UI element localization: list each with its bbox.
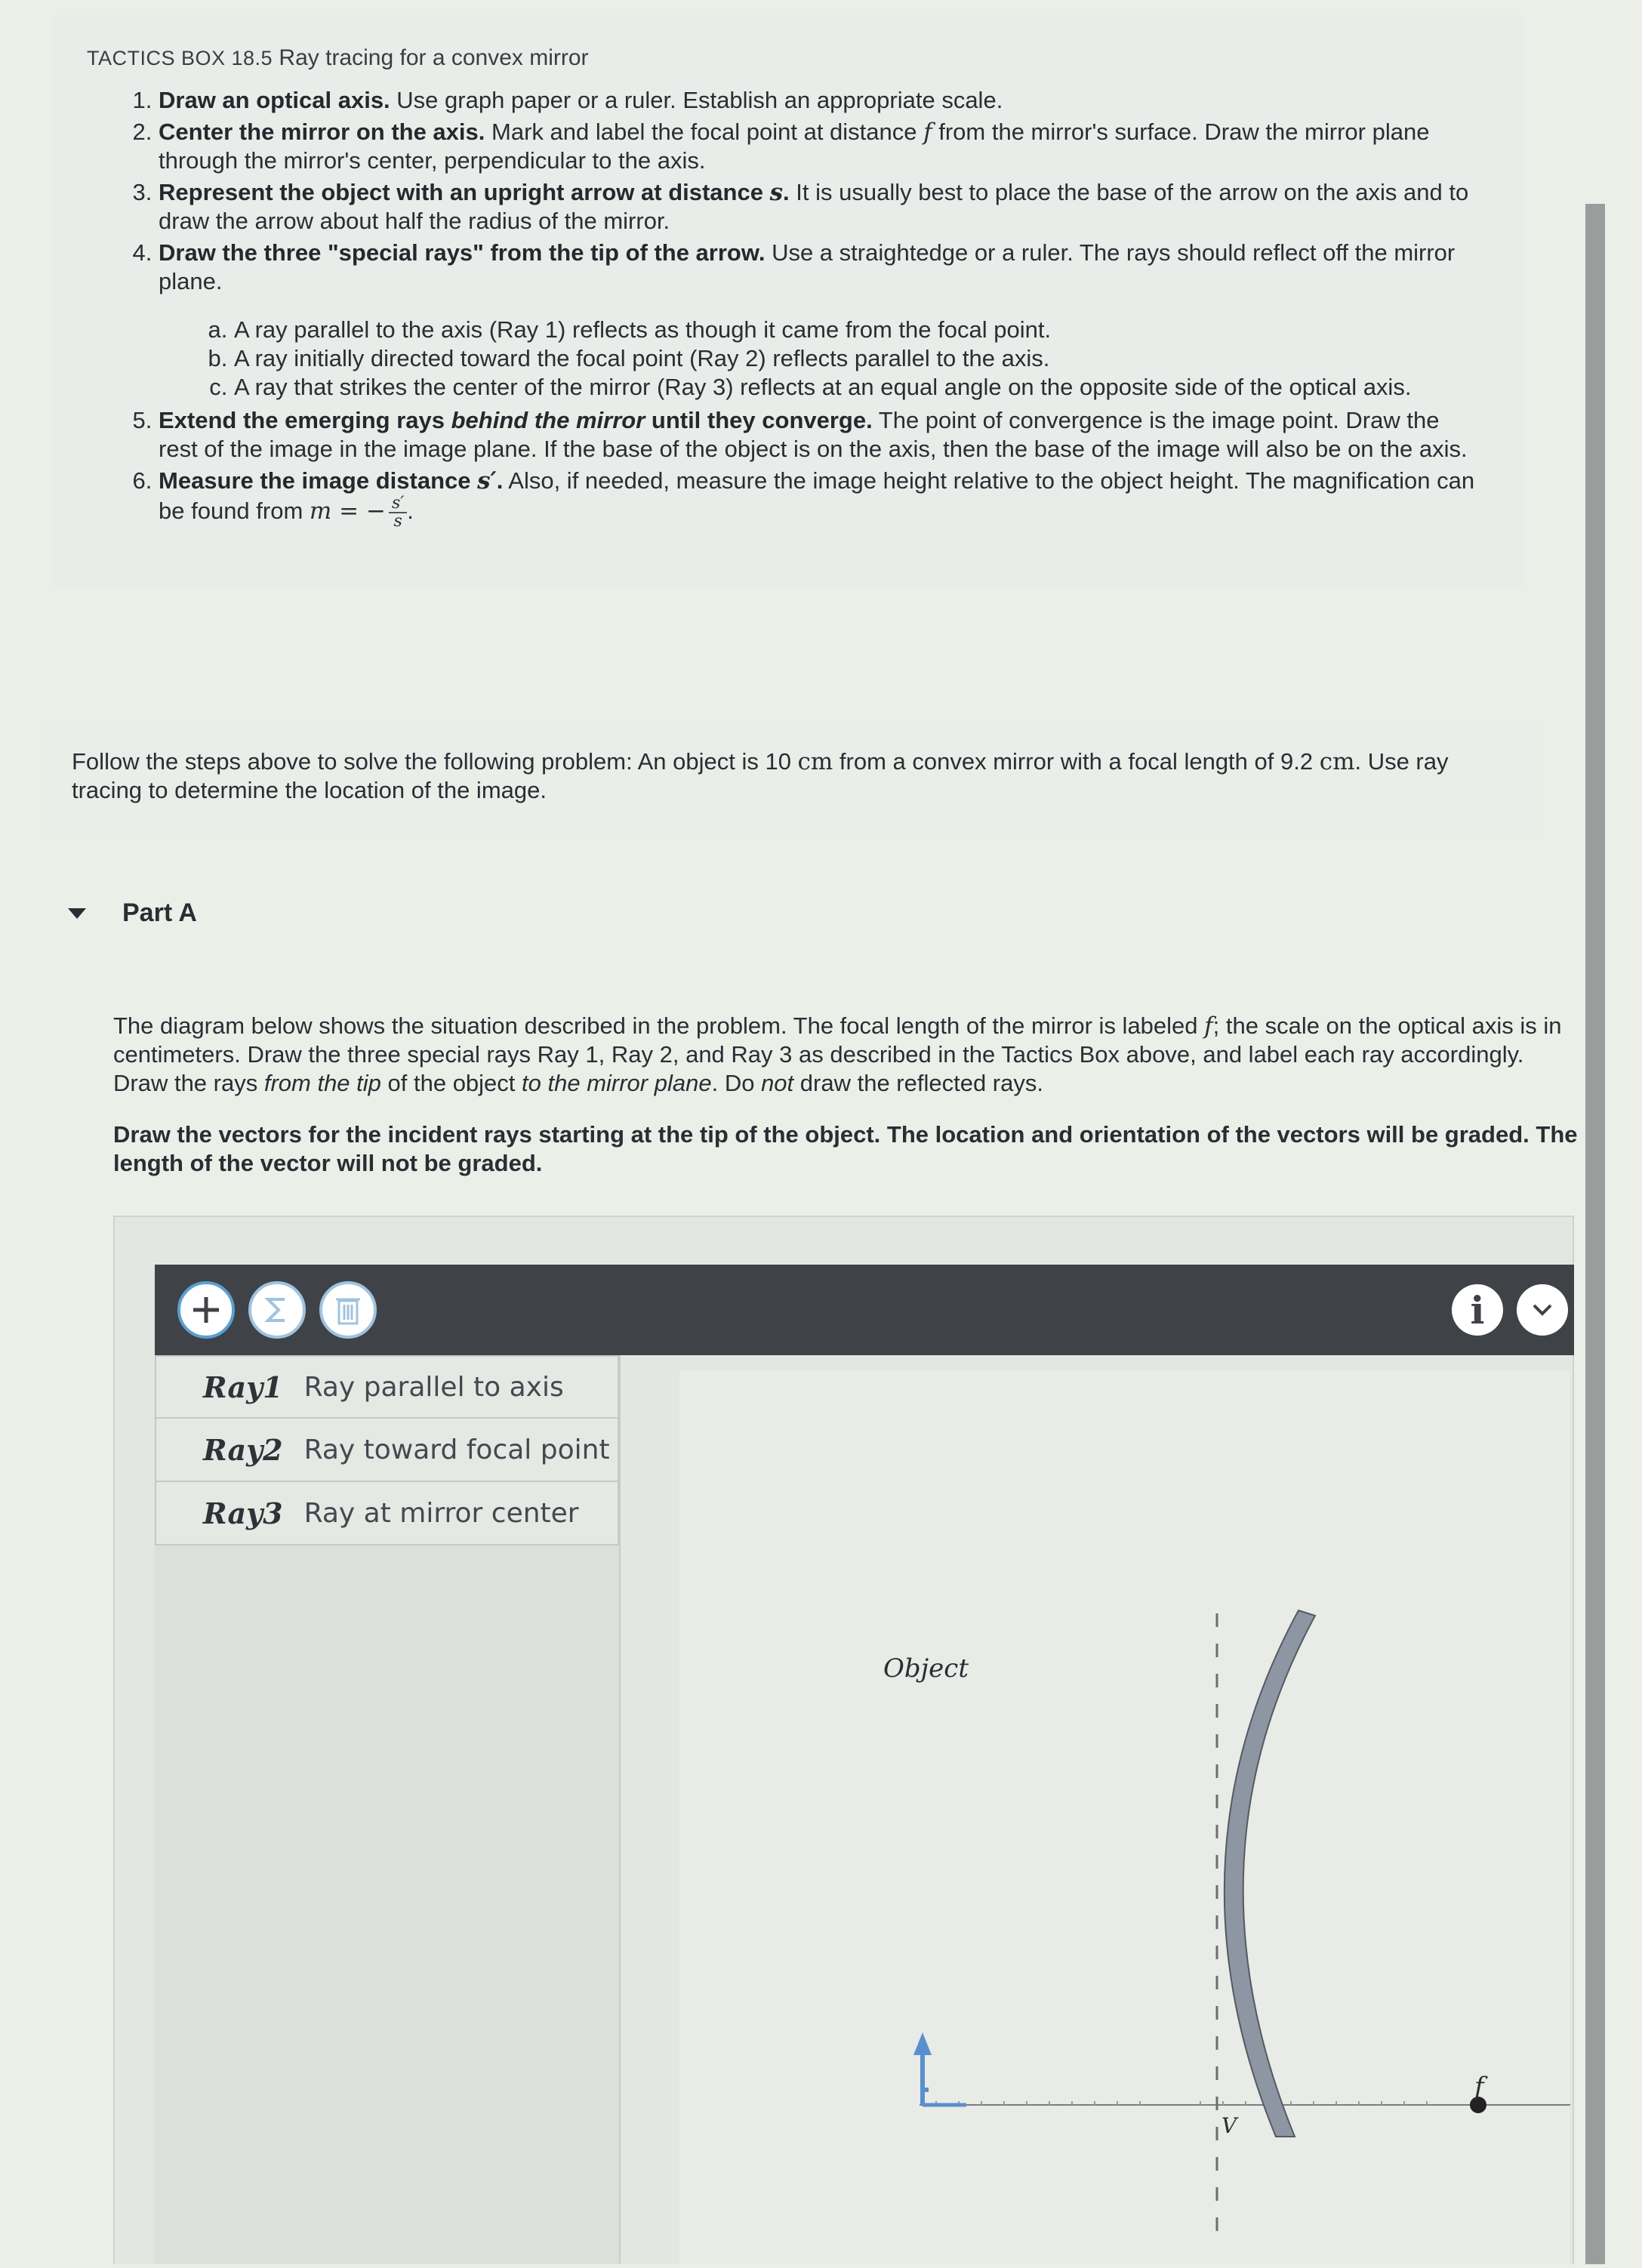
part-a-instructions [113, 1012, 1578, 1200]
vector-name: Ray2 [203, 1432, 283, 1467]
vector-description: Ray parallel to axis [303, 1371, 564, 1403]
vector-description: Ray at mirror center [303, 1497, 579, 1529]
object-label: Object [883, 1653, 969, 1684]
step-4: 4. Draw the three "special rays" from the tip of the arrow. Use a straightedge or a ruler. The rays should reflect off the mirror plane. a. A ray parallel to the axis (Ray 1) reflects as though it came from the focal point. b. A ray initially directed toward the focal point (Ray 2) reflects parallel to the axis. c. A ray that strikes the center of the mirror (Ray 3) reflects at an equal angle on the opposite side of the optical axis. [159, 239, 1480, 402]
substep-b: b. A ray initially directed toward the focal point (Ray 2) reflects parallel to the axis. [234, 344, 1480, 373]
focal-label: f [1474, 2072, 1484, 2102]
mirror-diagram[interactable] [679, 1370, 1570, 2264]
tactics-title-text: Ray tracing for a convex mirror [279, 45, 589, 70]
instruction-paragraph: The diagram below shows the situation described in the problem. The focal length of the mirror is labeled f; the scale on the optical axis is in centimeters. Draw the three special rays Ray 1, Ray 2, and Ray 3 as described in the Tactics Box above, and label each ray accordingly. Draw the rays from the tip of the object to the mirror plane. Do not draw the reflected rays. [113, 1012, 1562, 1096]
object-arrow [913, 2032, 966, 2105]
toolbar [155, 1265, 1574, 1355]
magnification-formula: m = − [309, 498, 386, 525]
vector-ray1[interactable] [155, 1355, 619, 1419]
convex-mirror [1225, 1610, 1315, 2137]
tactics-box [53, 15, 1525, 586]
problem-statement: Follow the steps above to solve the following problem: An object is 10 cm from a convex mirror with a focal length of 9.2 cm. Use ray tracing to determine the location of the image. [42, 725, 1544, 838]
substep-c: c. A ray that strikes the center of the mirror (Ray 3) reflects at an equal angle on the opposite side of the optical axis. [234, 373, 1480, 402]
vector-description: Ray toward focal point [303, 1434, 610, 1465]
tactics-box-tag: TACTICS BOX 18.5 [87, 47, 273, 69]
vector-name: Ray3 [203, 1496, 283, 1530]
step-2: 2. Center the mirror on the axis. Mark and label the focal point at distance f from the mirror's surface. Draw the mirror plane through the mirror's center, perpendicular to the axis. [159, 118, 1480, 175]
step-5: 5. Extend the emerging rays behind the mirror until they converge. The point of convergence is the image point. Draw the rest of the image in the image plane. If the base of the object is on the axis, then the base of the image will also be on the axis. [159, 406, 1480, 464]
part-a-label: Part A [122, 898, 197, 927]
drawing-canvas[interactable] [679, 1370, 1570, 2264]
caret-down-icon[interactable] [68, 908, 86, 919]
info-icon[interactable]: i [1452, 1284, 1503, 1336]
chevron-down-icon[interactable] [1517, 1284, 1568, 1336]
step-6: 6. Measure the image distance s′. Also, if needed, measure the image height relative to the object height. The magnification can be found from m = − $\frac{s'}{s}$ . [159, 467, 1480, 530]
vertex-label: V [1221, 2113, 1237, 2138]
sigma-icon[interactable] [248, 1281, 306, 1339]
tactics-title [87, 45, 1480, 71]
substeps-list [159, 316, 1480, 402]
vector-panel [155, 1355, 621, 2264]
vector-ray3[interactable] [155, 1482, 619, 1545]
fraction: $\frac{s'}{s}$ [389, 495, 407, 530]
scrollbar-strip[interactable] [1585, 204, 1605, 2264]
grading-note: Draw the vectors for the incident rays starting at the tip of the object. The location and orientation of the vectors will be graded. The length of the vector will not be graded. [113, 1121, 1578, 1176]
toolbar-right [1452, 1284, 1568, 1336]
step-3: 3. Represent the object with an upright arrow at distance s. It is usually best to place the base of the arrow on the axis and to draw the arrow about half the radius of the mirror. [159, 178, 1480, 236]
substep-a: a. A ray parallel to the axis (Ray 1) reflects as though it came from the focal point. [234, 316, 1480, 344]
vector-ray2[interactable] [155, 1419, 619, 1482]
part-a-header[interactable] [68, 898, 197, 928]
steps-list [91, 86, 1480, 530]
step-1: 1. Draw an optical axis. Use graph paper or a ruler. Establish an appropriate scale. [159, 86, 1480, 115]
vector-list [155, 1355, 619, 1545]
vector-name: Ray1 [203, 1370, 283, 1404]
plus-icon[interactable] [177, 1281, 235, 1339]
trash-icon[interactable] [319, 1281, 377, 1339]
